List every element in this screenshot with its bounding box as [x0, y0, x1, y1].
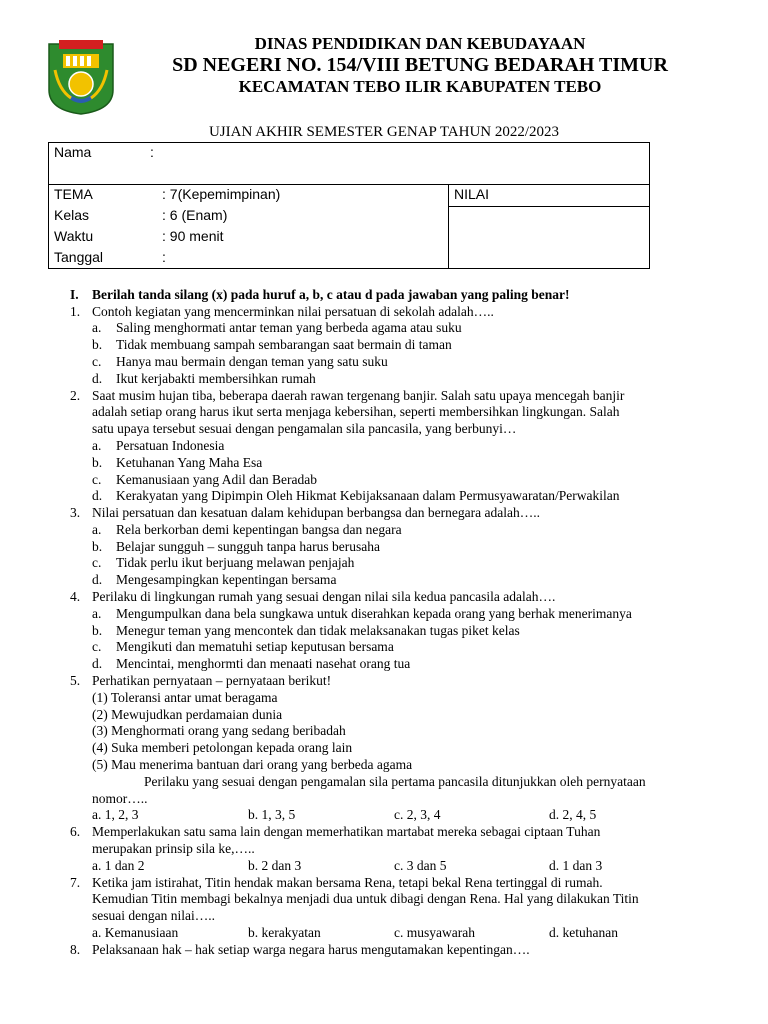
option-letter: d.	[92, 488, 103, 503]
option-text[interactable]: Mengikuti dan mematuhi setiap keputusan bersama	[116, 639, 394, 654]
name-box[interactable]	[48, 142, 650, 185]
option-text[interactable]: b. kerakyatan	[248, 925, 321, 940]
option-text[interactable]: a. Kemanusiaan	[92, 925, 179, 940]
statement: (1) Toleransi antar umat beragama	[92, 690, 278, 705]
question-text: Perhatikan pernyataan – pernyataan berikut!	[92, 673, 332, 688]
option-letter: a.	[92, 438, 102, 453]
tema-label: TEMA	[54, 186, 93, 202]
option-text[interactable]: Menegur teman yang mencontek dan tidak melaksanakan tugas piket kelas	[116, 623, 520, 638]
question-text: Contoh kegiatan yang mencerminkan nilai persatuan di sekolah adalah…..	[92, 304, 494, 319]
question-number: 4.	[70, 589, 81, 604]
school-name: SD NEGERI NO. 154/VIII BETUNG BEDARAH TIMUR	[172, 54, 668, 76]
tanggal-label: Tanggal	[54, 249, 104, 265]
option-text[interactable]: Saling menghormati antar teman yang berbeda agama atau suku	[116, 320, 462, 335]
option-text[interactable]: Kemanusiaan yang Adil dan Beradab	[116, 472, 317, 487]
question-text: Memperlakukan satu sama lain dengan memerhatikan martabat mereka sebagai ciptaan Tuhan	[92, 824, 601, 839]
waktu-value: : 90 menit	[162, 228, 224, 244]
option-text[interactable]: Belajar sungguh – sungguh tanpa harus berusaha	[116, 539, 380, 554]
option-letter: c.	[92, 472, 102, 487]
option-letter: c.	[92, 354, 102, 369]
option-text[interactable]: c. 2, 3, 4	[394, 807, 441, 822]
question-text: merupakan prinsip sila ke,…..	[92, 841, 255, 856]
option-text[interactable]: b. 2 dan 3	[248, 858, 302, 873]
tanggal-value: :	[162, 249, 166, 265]
question-number: 7.	[70, 875, 81, 890]
statement: (5) Mau menerima bantuan dari orang yang berbeda agama	[92, 757, 413, 772]
kelas-value: : 6 (Enam)	[162, 207, 228, 223]
option-letter: a.	[92, 320, 102, 335]
kelas-label: Kelas	[54, 207, 90, 223]
question-text: nomor…..	[92, 791, 148, 806]
option-text[interactable]: b. 1, 3, 5	[248, 807, 296, 822]
nama-label: Nama	[54, 144, 92, 160]
option-letter: a.	[92, 606, 102, 621]
option-text[interactable]: Ikut kerjabakti membersihkan rumah	[116, 371, 316, 386]
option-text[interactable]: Hanya mau bermain dengan teman yang satu suku	[116, 354, 388, 369]
option-letter: c.	[92, 639, 102, 654]
question-text: satu upaya tersebut sesuai dengan pengamalan sila pancasila, yang berbunyi…	[92, 421, 517, 436]
question-number: 3.	[70, 505, 81, 520]
option-letter: d.	[92, 656, 103, 671]
district-name: KECAMATAN TEBO ILIR KABUPATEN TEBO	[238, 77, 602, 96]
option-letter: d.	[92, 371, 103, 386]
score-box[interactable]	[448, 206, 650, 269]
option-letter: c.	[92, 555, 102, 570]
statement: (4) Suka memberi petolongan kepada orang lain	[92, 740, 353, 755]
option-letter: a.	[92, 522, 102, 537]
statement: (3) Menghormati orang yang sedang beribadah	[92, 723, 346, 738]
question-text: Pelaksanaan hak – hak setiap warga negara harus mengutamakan kepentingan….	[92, 942, 530, 957]
option-letter: b.	[92, 337, 103, 352]
question-text: Perilaku di lingkungan rumah yang sesuai dengan nilai sila kedua pancasila adalah….	[92, 589, 556, 604]
nilai-label: NILAI	[454, 186, 490, 202]
option-text[interactable]: Mengesampingkan kepentingan bersama	[116, 572, 337, 587]
option-text[interactable]: d. 2, 4, 5	[549, 807, 597, 822]
option-text[interactable]: c. musyawarah	[394, 925, 475, 940]
option-text[interactable]: a. 1 dan 2	[92, 858, 145, 873]
nama-separator: :	[150, 144, 154, 160]
section-number: I.	[70, 287, 79, 302]
question-number: 1.	[70, 304, 81, 319]
option-letter: b.	[92, 539, 103, 554]
option-text[interactable]: Mengumpulkan dana bela sungkawa untuk diserahkan kepada orang yang berhak menerimanya	[116, 606, 632, 621]
section-instruction: Berilah tanda silang (x) pada huruf a, b, c atau d pada jawaban yang paling benar!	[92, 287, 570, 302]
waktu-label: Waktu	[54, 228, 94, 244]
question-number: 6.	[70, 824, 81, 839]
question-text: Kemudian Titin membagi bekalnya menjadi dua untuk dibagi dengan Rena. Hal yang dilakukan Titin	[92, 891, 639, 906]
option-text[interactable]: Kerakyatan yang Dipimpin Oleh Hikmat Kebijaksanaan dalam Permusyawaratan/Perwakilan	[116, 488, 620, 503]
option-letter: d.	[92, 572, 103, 587]
question-text: adalah setiap orang harus ikut serta menjaga kebersihan, seperti membersihkan lingkungan. Salah	[92, 404, 620, 419]
statement: (2) Mewujudkan perdamaian dunia	[92, 707, 283, 722]
question-text: Saat musim hujan tiba, beberapa daerah rawan tergenang banjir. Salah satu upaya mencegah banjir	[92, 388, 625, 403]
tema-value: : 7(Kepemimpinan)	[162, 186, 281, 202]
option-text[interactable]: Persatuan Indonesia	[116, 438, 225, 453]
option-text[interactable]: c. 3 dan 5	[394, 858, 447, 873]
agency-name: DINAS PENDIDIKAN DAN KEBUDAYAAN	[254, 34, 586, 53]
exam-title: UJIAN AKHIR SEMESTER GENAP TAHUN 2022/2023	[208, 124, 560, 140]
question-text: Ketika jam istirahat, Titin hendak makan bersama Rena, tetapi bekal Rena tertinggal di rumah.	[92, 875, 603, 890]
option-letter: b.	[92, 623, 103, 638]
regency-emblem-logo	[45, 40, 117, 116]
question-number: 2.	[70, 388, 81, 403]
question-text: Perilaku yang sesuai dengan pengamalan sila pertama pancasila ditunjukkan oleh pernyataan	[144, 774, 646, 789]
option-text[interactable]: Tidak membuang sampah sembarangan saat bermain di taman	[116, 337, 452, 352]
question-number: 8.	[70, 942, 81, 957]
option-text[interactable]: a. 1, 2, 3	[92, 807, 139, 822]
option-text[interactable]: Ketuhanan Yang Maha Esa	[116, 455, 263, 470]
option-text[interactable]: d. 1 dan 3	[549, 858, 603, 873]
question-text: sesuai dengan nilai…..	[92, 908, 215, 923]
option-text[interactable]: Rela berkorban demi kepentingan bangsa dan negara	[116, 522, 402, 537]
option-text[interactable]: Mencintai, menghormti dan menaati nasehat orang tua	[116, 656, 411, 671]
option-letter: b.	[92, 455, 103, 470]
option-text[interactable]: Tidak perlu ikut berjuang melawan penjajah	[116, 555, 355, 570]
question-text: Nilai persatuan dan kesatuan dalam kehidupan berbangsa dan bernegara adalah…..	[92, 505, 540, 520]
option-text[interactable]: d. ketuhanan	[549, 925, 618, 940]
question-number: 5.	[70, 673, 81, 688]
